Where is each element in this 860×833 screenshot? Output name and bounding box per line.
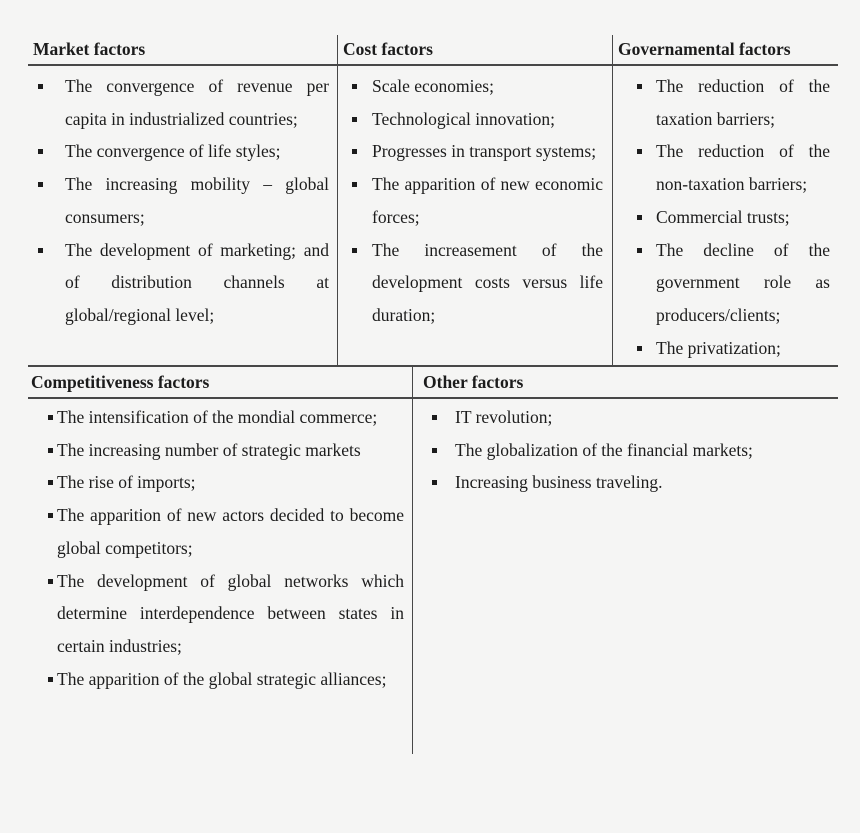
list-item: [613, 332, 838, 365]
list-item: [28, 70, 337, 135]
list-item: [338, 234, 612, 332]
column-body-cost-factors: [338, 66, 612, 365]
column-body-other-factors: [413, 399, 838, 754]
bullet-square-icon: [48, 579, 53, 584]
column-header-cost-factors: Cost factors: [338, 35, 612, 66]
list-item-text: The decline of the government role as producers/clients;: [656, 239, 830, 325]
column-body-governamental-factors: [613, 66, 838, 365]
list-item: [28, 135, 337, 168]
list-item: [28, 234, 337, 332]
bullet-square-icon: [637, 84, 642, 89]
bullet-square-icon: [352, 182, 357, 187]
bullet-square-icon: [432, 480, 437, 485]
list-item: [28, 401, 412, 434]
column-governamental-factors: [613, 35, 838, 365]
column-header-other-factors: Other factors: [413, 367, 838, 399]
bullet-square-icon: [48, 677, 53, 682]
bullet-square-icon: [38, 248, 43, 253]
bullet-square-icon: [38, 84, 43, 89]
list-item-text: The reduction of the taxation barriers;: [656, 76, 830, 129]
list-item: [28, 499, 412, 564]
column-other-factors: [413, 367, 838, 754]
list-item: [28, 434, 412, 467]
list-item: [338, 70, 612, 103]
table-bottom-section: [28, 367, 838, 754]
bullet-square-icon: [352, 117, 357, 122]
list-item-text: The increasing mobility – global consumers;: [65, 174, 329, 227]
column-header-market-factors: Market factors: [28, 35, 337, 66]
list-item-text: The development of global networks which determine interdependence between states in certain industries;: [57, 570, 404, 656]
list-item-text: The privatization;: [656, 337, 781, 358]
list-item: [413, 466, 838, 499]
bullet-square-icon: [432, 448, 437, 453]
list-item-text: IT revolution;: [455, 407, 553, 427]
column-body-competitiveness-factors: [28, 399, 412, 754]
column-market-factors: [28, 35, 338, 365]
list-item-text: Technological innovation;: [372, 108, 555, 129]
bullet-square-icon: [38, 182, 43, 187]
list-item: [28, 565, 412, 663]
bullet-square-icon: [637, 346, 642, 351]
list-item-text: The apparition of new actors decided to become global competitors;: [57, 505, 404, 558]
list-item-text: Scale economies;: [372, 76, 494, 96]
list-item: [338, 103, 612, 136]
column-body-market-factors: [28, 66, 337, 365]
list-item-text: The increasement of the development costs versus life duration;: [372, 239, 603, 325]
list-item: [338, 168, 612, 233]
list-item: [613, 201, 838, 234]
bullet-square-icon: [352, 84, 357, 89]
list-item: [413, 434, 838, 467]
bullet-square-icon: [637, 215, 642, 220]
bullet-square-icon: [352, 248, 357, 253]
list-item-text: Increasing business traveling.: [455, 472, 663, 493]
list-item-text: The apparition of new economic forces;: [372, 174, 603, 227]
list-item: [28, 663, 412, 696]
bullet-square-icon: [637, 149, 642, 154]
bullet-square-icon: [48, 415, 53, 420]
list-item-text: The apparition of the global strategic alliances;: [57, 668, 387, 689]
list-item-text: The globalization of the financial markets;: [455, 439, 753, 460]
list-item-text: The convergence of life styles;: [65, 141, 281, 162]
bullet-square-icon: [432, 415, 437, 420]
list-item: [613, 135, 838, 200]
list-item-text: The rise of imports;: [57, 472, 196, 493]
column-header-governamental-factors: Governamental factors: [613, 35, 838, 66]
table-top-section: [28, 35, 838, 367]
factors-table: [28, 35, 838, 754]
list-item: [613, 70, 838, 135]
list-item: [28, 168, 337, 233]
list-item-text: The development of marketing; and of distribution channels at global/regional level;: [65, 239, 329, 325]
list-item: [338, 135, 612, 168]
list-item-text: The reduction of the non-taxation barriers;: [656, 141, 830, 195]
column-competitiveness-factors: [28, 367, 413, 754]
bullet-square-icon: [48, 480, 53, 485]
column-header-competitiveness-factors: Competitiveness factors: [28, 367, 412, 399]
list-item-text: The intensification of the mondial commerce;: [57, 407, 378, 427]
bullet-square-icon: [48, 513, 53, 518]
bullet-square-icon: [48, 448, 53, 453]
bullet-square-icon: [637, 248, 642, 253]
column-cost-factors: [338, 35, 613, 365]
list-item: [413, 401, 838, 434]
list-item-text: Commercial trusts;: [656, 206, 790, 227]
bullet-square-icon: [352, 149, 357, 154]
list-item: [28, 466, 412, 499]
bullet-square-icon: [38, 149, 43, 154]
list-item-text: The convergence of revenue per capita in industrialized countries;: [65, 76, 329, 129]
list-item-text: Progresses in transport systems;: [372, 141, 597, 162]
list-item: [613, 234, 838, 332]
list-item-text: The increasing number of strategic markets: [57, 439, 361, 460]
